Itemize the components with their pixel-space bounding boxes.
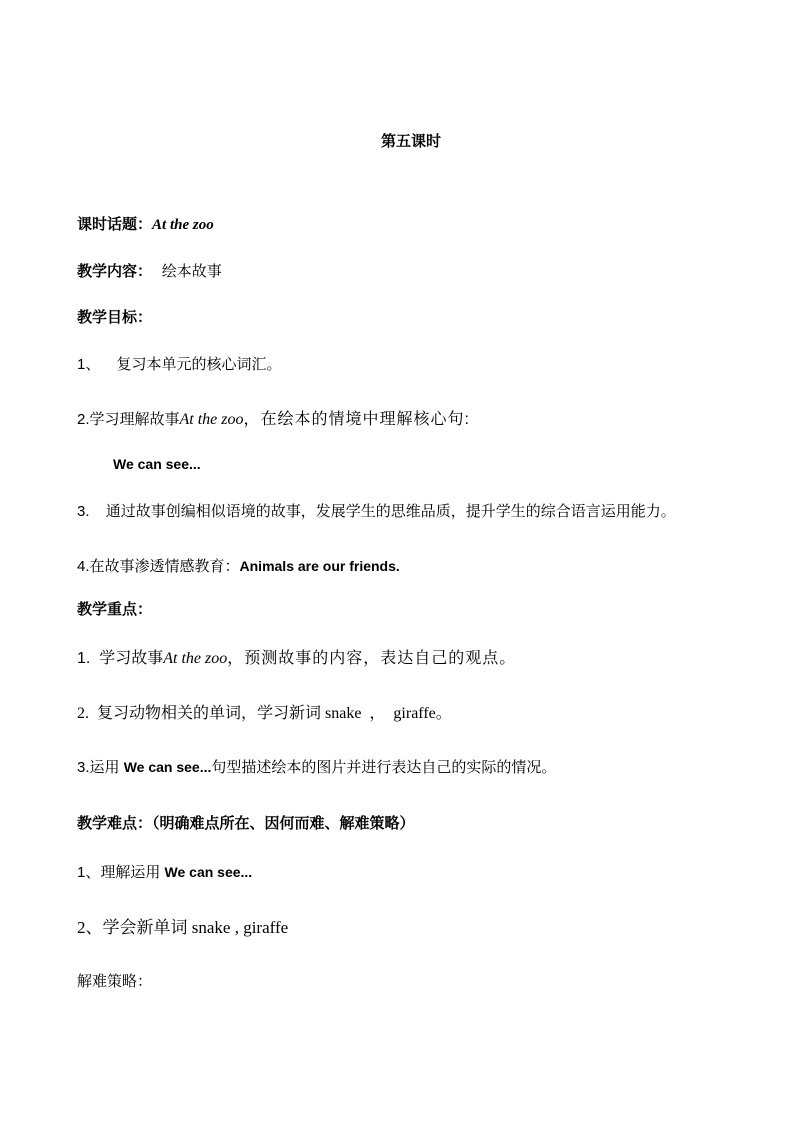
objective-4-prefix: 4.在故事渗透情感教育： [77, 558, 240, 575]
core-sentence: We can see... [113, 456, 201, 472]
key-points-heading: 教学重点： [77, 601, 153, 618]
page-title: 第五课时 [381, 133, 442, 150]
key-point-1 [77, 649, 516, 668]
topic-value: At the zoo [152, 217, 214, 233]
difficulty-1-en: We can see... [164, 864, 253, 880]
objective-3-text: 通过故事创编相似语境的故事，发展学生的思维品质，提升学生的综合语言运用能力。 [105, 503, 676, 520]
difficulty-2: 2、学会新单词 snake , giraffe [77, 918, 289, 937]
difficulty-1-prefix: 1、理解运用 [77, 864, 165, 881]
objective-2-suffix: ，在绘本的情境中理解核心句: [243, 411, 470, 428]
objectives-heading: 教学目标： [77, 309, 153, 326]
content-line [77, 263, 222, 281]
key-point-3-en: We can see... [123, 759, 212, 775]
objective-4 [77, 558, 400, 576]
objective-3 [77, 503, 676, 521]
difficulty-1 [77, 864, 252, 882]
topic-line [77, 216, 214, 234]
key-point-1-title: At the zoo [163, 650, 228, 667]
topic-label: 课时话题： [77, 216, 153, 233]
objective-2-title: At the zoo [179, 411, 244, 428]
key-point-3-prefix: 3.运用 [77, 759, 124, 776]
key-point-3-suffix: 句型描述绘本的图片并进行表达自己的实际的情况。 [211, 759, 557, 776]
objective-1 [77, 356, 282, 374]
objective-4-text: Animals are our friends. [239, 558, 400, 574]
objective-1-number: 1、 [77, 356, 101, 373]
key-point-2: 2. 复习动物相关的单词，学习新词 snake ， giraffe。 [77, 705, 452, 722]
objective-2 [77, 410, 470, 429]
objective-3-number: 3. [77, 503, 90, 520]
content-value: 绘本故事 [161, 263, 222, 280]
key-point-1-suffix: ，预测故事的内容，表达自己的观点。 [227, 650, 517, 667]
content-label: 教学内容： [77, 263, 153, 280]
objective-2-prefix: 2.学习理解故事 [77, 411, 180, 428]
strategy-label: 解难策略： [77, 973, 153, 990]
key-point-1-prefix: 1. 学习故事 [77, 650, 164, 667]
objective-1-text: 复习本单元的核心词汇。 [116, 356, 282, 373]
key-point-3 [77, 759, 556, 777]
difficulties-heading: 教学难点：（明确难点所在、因何而难、解难策略） [77, 815, 415, 832]
